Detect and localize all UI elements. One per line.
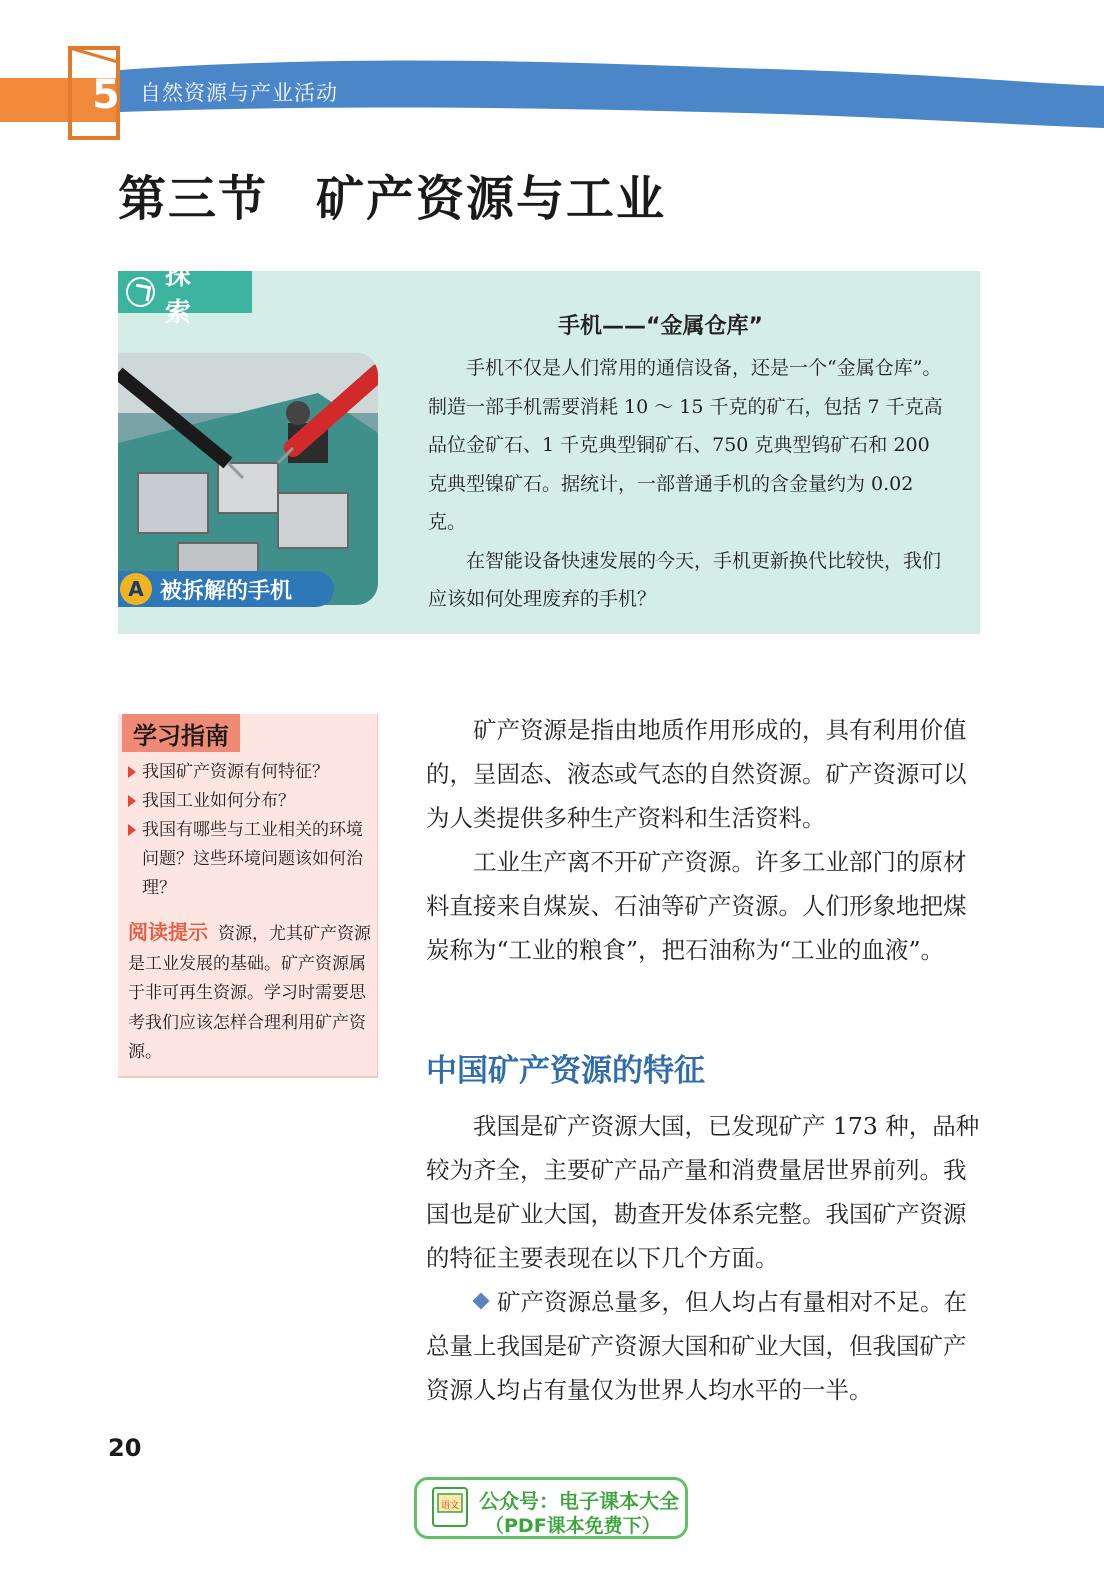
page-number: 20 bbox=[108, 1434, 142, 1462]
study-guide bbox=[118, 714, 378, 1078]
explore-title: 手机——“金属仓库” bbox=[558, 314, 763, 339]
watermark-line1: 公众号：电子课本大全 bbox=[479, 1489, 679, 1513]
study-guide-questions bbox=[126, 758, 374, 903]
watermark-icon-text: 语文 bbox=[440, 1501, 460, 1511]
main-text-2 bbox=[426, 1104, 982, 1412]
explore-body bbox=[428, 349, 948, 619]
chapter-title: 自然资源与产业活动 bbox=[140, 81, 338, 105]
chapter-header-band bbox=[0, 0, 1104, 150]
explore-box bbox=[118, 261, 980, 634]
explore-tag: 探 索 bbox=[118, 271, 252, 313]
diamond-bullet-icon bbox=[473, 1293, 490, 1310]
book-icon bbox=[429, 1486, 471, 1532]
list-item: 我国矿产资源有何特征？ bbox=[126, 758, 374, 787]
reading-tip bbox=[128, 918, 374, 1068]
disassembled-phone-photo bbox=[118, 353, 378, 605]
list-item: 我国工业如何分布？ bbox=[126, 787, 374, 816]
compass-icon bbox=[126, 277, 155, 307]
chapter-number: 5 bbox=[92, 72, 120, 118]
page-title: 第三节 矿产资源与工业 bbox=[118, 171, 667, 227]
photo-caption: A 被拆解的手机 bbox=[118, 571, 334, 607]
reading-tip-text: 资源，尤其矿产资源是工业发展的基础。矿产资源属于非可再生资源。学习时需要思考我们应该怎样合理利用矿产资源。 bbox=[128, 924, 371, 1062]
watermark-line2: （PDF课本免费下） bbox=[485, 1515, 661, 1537]
body-paragraph: 我国是矿产资源大国，已发现矿产 173 种，品种较为齐全，主要矿产品产量和消费量居世界前列。我国也是矿业大国，勘查开发体系完整。我国矿产资源的特征主要表现在以下几个方面。 bbox=[426, 1112, 980, 1272]
body-paragraph: 工业生产离不开矿产资源。许多工业部门的原材料直接来自煤炭、石油等矿产资源。人们形象地把煤炭称为“工业的粮食”，把石油称为“工业的血液”。 bbox=[426, 848, 967, 964]
reading-tip-label: 阅读提示 bbox=[128, 920, 208, 944]
study-guide-title: 学习指南 bbox=[122, 714, 240, 752]
list-item: 我国有哪些与工业相关的环境问题？这些环境问题该如何治理？ bbox=[126, 816, 374, 903]
body-paragraph: 矿产资源是指由地质作用形成的，具有利用价值的，呈固态、液态或气态的自然资源。矿产资源可以为人类提供多种生产资料和生活资料。 bbox=[426, 716, 967, 832]
watermark bbox=[414, 1477, 688, 1539]
main-text bbox=[426, 708, 982, 972]
bullet-paragraph: 矿产资源总量多，但人均占有量相对不足。在总量上我国是矿产资源大国和矿业大国，但我国矿产资源人均占有量仅为世界人均水平的一半。 bbox=[426, 1288, 967, 1404]
photo-badge: A bbox=[120, 573, 152, 605]
subheading: 中国矿产资源的特征 bbox=[426, 1053, 705, 1089]
explore-paragraph: 在智能设备快速发展的今天，手机更新换代比较快，我们应该如何处理废弃的手机？ bbox=[428, 549, 942, 610]
explore-paragraph: 手机不仅是人们常用的通信设备，还是一个“金属仓库”。制造一部手机需要消耗 10 ～ 15 千克的矿石，包括 7 千克高品位金矿石、1 千克典型铜矿石、750 克典型钨矿石和 200 克典型镍矿石。据统计，一部普通手机的含金量约为 0.02 克。 bbox=[428, 357, 943, 533]
